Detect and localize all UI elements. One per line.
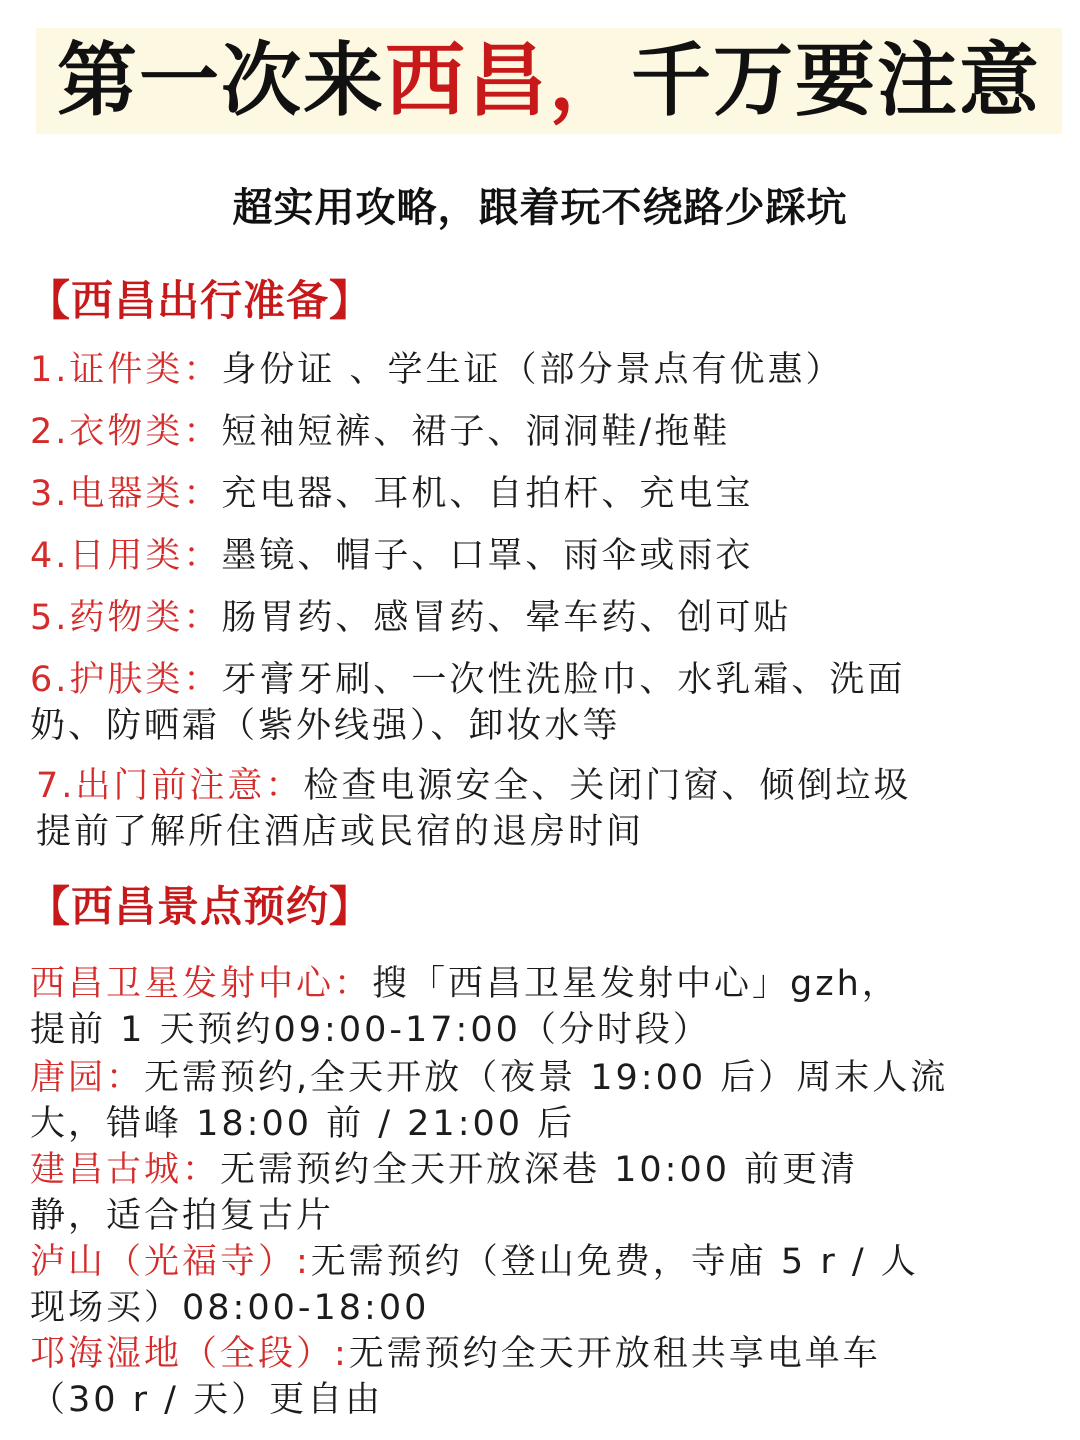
prep-item-4: [30, 528, 1060, 578]
prep-item-label: 3.电器类：: [30, 474, 222, 514]
prep-item-label: 6.护肤类：: [30, 660, 222, 700]
prep-item-text: 墨镜、帽子、口罩、雨伞或雨衣: [221, 536, 754, 576]
booking-item-5-cont: （30 r / 天）更自由: [30, 1380, 384, 1420]
booking-item-2: [30, 1050, 1060, 1100]
prep-item-text: 充电器、耳机、自拍杆、充电宝: [221, 474, 754, 514]
prep-item-label: 2.衣物类：: [30, 412, 222, 452]
booking-item-4-cont: 现场买）08:00-18:00: [30, 1288, 430, 1328]
prep-item-label: 5.药物类：: [30, 598, 222, 638]
booking-item-text: 无需预约,全天开放（夜景 19:00 后）周末人流: [144, 1058, 949, 1098]
prep-item-6: [30, 652, 1060, 702]
booking-item-text: 无需预约（登山免费，寺庙 5 r / 人: [310, 1242, 919, 1282]
booking-item-5: [30, 1326, 1060, 1376]
booking-item-text: 无需预约全天开放租共享电单车: [348, 1334, 881, 1374]
booking-item-label: 建昌古城：: [30, 1150, 221, 1190]
prep-item-label: 7.出门前注意：: [36, 766, 304, 806]
booking-item-4: [30, 1234, 1060, 1284]
prep-item-3: [30, 466, 1060, 516]
prep-item-6-cont: 奶、防晒霜（紫外线强）、卸妆水等: [30, 706, 621, 746]
booking-item-label: 西昌卫星发射中心：: [30, 964, 373, 1004]
booking-item-3: [30, 1142, 1060, 1192]
prep-item-text: 检查电源安全、关闭门窗、倾倒垃圾: [303, 766, 912, 806]
booking-item-1-cont: 提前 1 天预约09:00-17:00（分时段）: [30, 1010, 711, 1050]
title-part2: 千万要注意: [631, 34, 1041, 127]
title-banner: [36, 28, 1062, 134]
booking-item-text: 搜「西昌卫星发射中心」gzh，: [372, 964, 900, 1004]
prep-item-7: [36, 758, 1066, 808]
prep-item-label: 4.日用类：: [30, 536, 222, 576]
prep-item-5: [30, 590, 1060, 640]
prep-item-text: 身份证 、学生证（部分景点有优惠）: [221, 350, 844, 390]
booking-section-heading: 【西昌景点预约】: [28, 882, 373, 931]
booking-item-label: 唐园：: [30, 1058, 145, 1098]
booking-item-label: 邛海湿地（全段）:: [30, 1334, 349, 1374]
prep-item-text: 肠胃药、感冒药、晕车药、创可贴: [221, 598, 792, 638]
prep-item-text: 牙膏牙刷、一次性洗脸巾、水乳霜、洗面: [221, 660, 906, 700]
title-highlight: 西昌，: [385, 34, 631, 127]
booking-item-text: 无需预约全天开放深巷 10:00 前更清: [220, 1150, 859, 1190]
prep-item-7-cont: 提前了解所住酒店或民宿的退房时间: [36, 812, 645, 852]
prep-item-1: [30, 342, 1060, 392]
booking-item-1: [30, 956, 1060, 1006]
subtitle: 超实用攻略，跟着玩不绕路少踩坑: [232, 185, 848, 231]
title-part1: 第一次来: [57, 34, 385, 127]
prep-item-2: [30, 404, 1060, 454]
prep-item-label: 1.证件类：: [30, 350, 222, 390]
booking-item-2-cont: 大，错峰 18:00 前 / 21:00 后: [30, 1104, 576, 1144]
prep-section-heading: 【西昌出行准备】: [28, 276, 373, 325]
booking-item-3-cont: 静，适合拍复古片: [30, 1196, 335, 1236]
booking-item-label: 泸山（光福寺）:: [30, 1242, 311, 1282]
prep-item-text: 短袖短裤、裙子、洞洞鞋/拖鞋: [221, 412, 731, 452]
